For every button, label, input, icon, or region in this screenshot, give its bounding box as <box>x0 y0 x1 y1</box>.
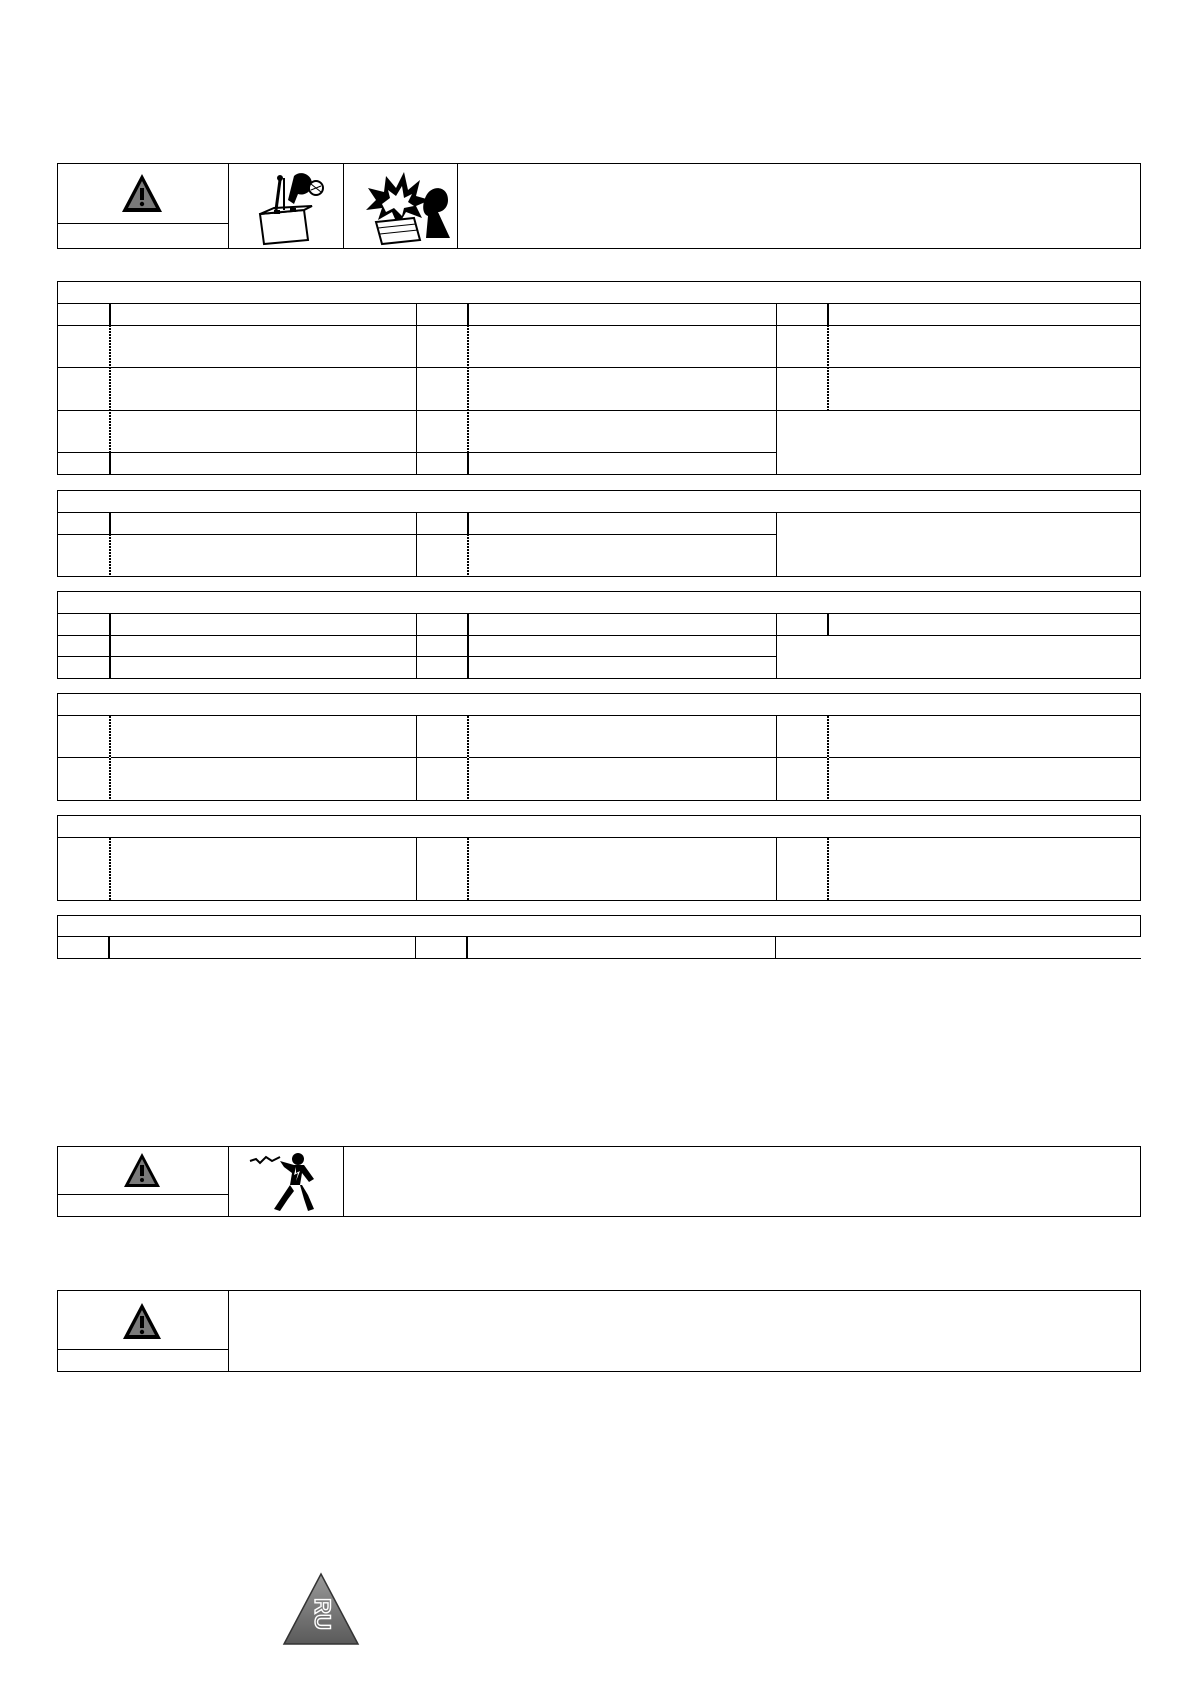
parts-group-5 <box>57 815 1141 901</box>
warning-triangle-icon <box>120 172 164 214</box>
parts-group-title <box>62 493 1132 511</box>
shock-warning-message <box>350 1153 1130 1211</box>
parts-group-2 <box>57 490 1141 577</box>
ru-certification-mark-icon <box>282 1572 360 1646</box>
warning-triangle-icon <box>121 1301 163 1341</box>
parts-group-4 <box>57 693 1141 801</box>
battery-warning-message <box>463 170 1133 242</box>
ru-mark-text: RU <box>310 1598 335 1630</box>
warning-signal-word <box>58 224 228 248</box>
parts-group-title <box>62 696 1132 714</box>
general-warning-box <box>57 1290 1141 1372</box>
battery-warning-box <box>57 163 1141 249</box>
battery-acid-hazard-icon <box>250 170 326 246</box>
warning-signal-word <box>58 1195 228 1215</box>
parts-group-title <box>62 818 1132 836</box>
parts-group-3 <box>57 591 1141 679</box>
parts-group-title <box>62 284 1132 302</box>
warning-triangle-icon <box>122 1151 162 1189</box>
parts-group-title <box>62 594 1132 612</box>
shock-warning-box <box>57 1146 1141 1217</box>
electric-shock-hazard-icon <box>246 1151 326 1213</box>
parts-group-6 <box>57 915 1141 959</box>
general-warning-message <box>236 1297 1132 1365</box>
battery-explosion-hazard-icon <box>362 170 454 246</box>
warning-signal-word <box>58 1350 228 1370</box>
parts-group-title <box>61 917 1131 935</box>
parts-group-1 <box>57 281 1141 475</box>
